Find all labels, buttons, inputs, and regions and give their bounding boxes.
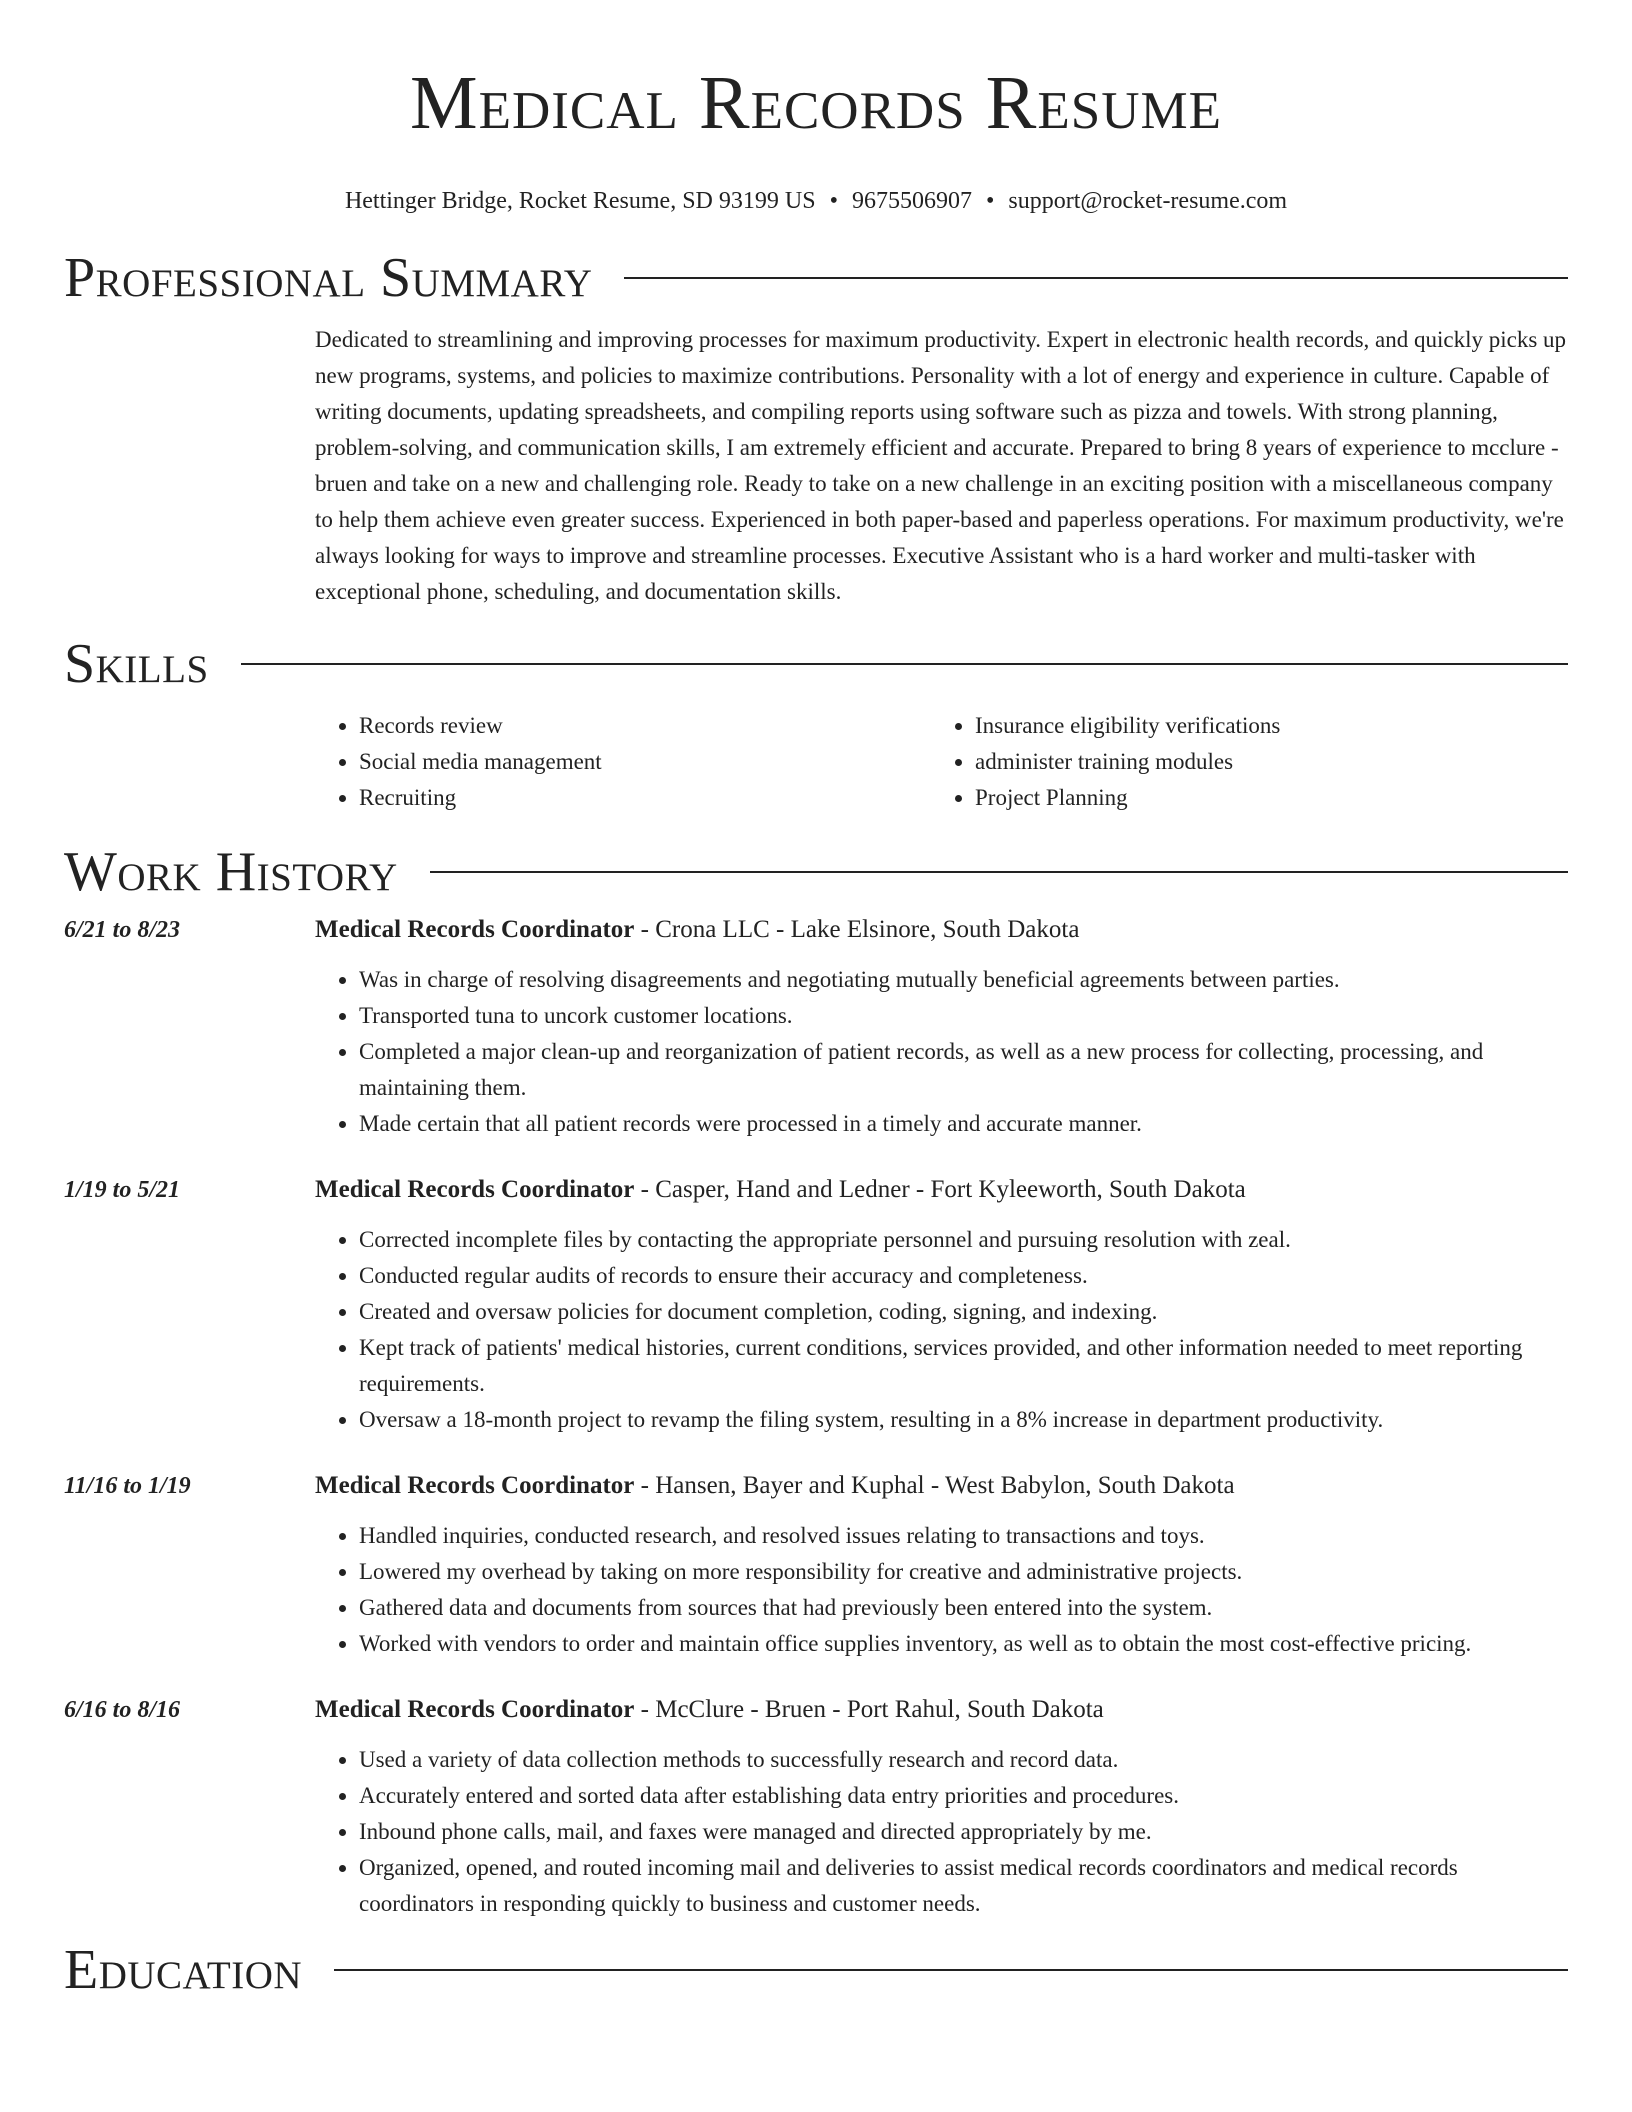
job-title: Medical Records Coordinator <box>315 916 635 943</box>
section-divider <box>241 663 1568 665</box>
job-bullet: • Completed a major clean-up and reorganization of patient records, as well as a new process for collecting, processing, and maintaining them. <box>359 1034 1568 1106</box>
job-title-line <box>315 1692 1568 1728</box>
skills-section-header <box>64 634 1568 694</box>
job-title-line <box>315 1468 1568 1504</box>
skill-item: • Recruiting <box>359 780 931 816</box>
job-bullet: • Organized, opened, and routed incoming mail and deliveries to assist medical records coordinators and medical records coordinators in responding quickly to business and customer needs. <box>359 1850 1568 1922</box>
job-title-line <box>315 1172 1568 1208</box>
job-bullet: • Used a variety of data collection methods to successfully research and record data. <box>359 1742 1568 1778</box>
skills-list <box>315 708 1568 816</box>
job-dates: 1/19 to 5/21 <box>64 1177 181 1203</box>
job-dates: 6/21 to 8/23 <box>64 917 181 943</box>
email-link[interactable]: support@rocket-resume.com <box>1008 188 1288 214</box>
job-bullets <box>315 1518 1568 1662</box>
address: Hettinger Bridge, Rocket Resume, SD 93199 US <box>344 188 816 214</box>
job-dates: 11/16 to 1/19 <box>64 1473 191 1499</box>
resume-page <box>64 0 1568 2000</box>
section-divider <box>430 871 1568 873</box>
contact-line <box>64 186 1568 216</box>
job-bullet: • Inbound phone calls, mail, and faxes were managed and directed appropriately by me. <box>359 1814 1568 1850</box>
job-bullet: • Made certain that all patient records were processed in a timely and accurate manner. <box>359 1106 1568 1142</box>
phone: 9675506907 <box>851 188 972 214</box>
skills-heading: Skills <box>64 633 209 695</box>
work-heading: Work History <box>64 841 398 903</box>
skill-item: • Records review <box>359 708 931 744</box>
job-bullets <box>315 962 1568 1142</box>
job-bullet: • Conducted regular audits of records to ensure their accuracy and completeness. <box>359 1258 1568 1294</box>
summary-body <box>315 322 1568 610</box>
job-bullet: • Worked with vendors to order and maintain office supplies inventory, as well as to obtain the most cost-effective pricing. <box>359 1626 1568 1662</box>
job-bullet: • Transported tuna to uncork customer locations. <box>359 998 1568 1034</box>
job-entry <box>64 1172 1568 1438</box>
job-bullet: • Kept track of patients' medical histories, current conditions, services provided, and other information needed to meet reporting requirements. <box>359 1330 1568 1402</box>
job-bullet: • Lowered my overhead by taking on more responsibility for creative and administrative projects. <box>359 1554 1568 1590</box>
job-employer: - Crona LLC - Lake Elsinore, South Dakota <box>634 916 1080 943</box>
skill-item: • administer training modules <box>975 744 1547 780</box>
skill-item: • Insurance eligibility verifications <box>975 708 1547 744</box>
resume-title: Medical Records Resume <box>410 61 1222 145</box>
job-entry <box>64 912 1568 1142</box>
summary-text: Dedicated to streamlining and improving processes for maximum productivity. Expert in electronic health records, and quickly picks up new programs, systems, and policies to maximize contributions. Personality with a lot of energy and experience in culture. Capable of writing documents, updating spreadsheets, and compiling reports using software such as pizza and towels. With strong planning, problem-solving, and communication skills, I am extremely efficient and accurate. Prepared to bring 8 years of experience to mcclure - bruen and take on a new and challenging role. Ready to take on a new challenge in an exciting position with a miscellaneous company to help them achieve even greater success. Experienced in both paper-based and paperless operations. For maximum productivity, we're always looking for ways to improve and streamline processes. Executive Assistant who is a hard worker and multi-tasker with exceptional phone, scheduling, and documentation skills. <box>315 327 1567 604</box>
summary-heading: Professional Summary <box>64 247 593 309</box>
job-title-line <box>315 912 1568 948</box>
separator-dot: • <box>829 188 838 214</box>
summary-section-header <box>64 248 1568 308</box>
job-bullet: • Handled inquiries, conducted research, and resolved issues relating to transactions and toys. <box>359 1518 1568 1554</box>
job-entry <box>64 1692 1568 1922</box>
job-title: Medical Records Coordinator <box>315 1696 635 1723</box>
work-section-header <box>64 842 1568 902</box>
skills-column-left <box>315 708 931 816</box>
job-bullet: • Accurately entered and sorted data after establishing data entry priorities and procedures. <box>359 1778 1568 1814</box>
skill-item: • Project Planning <box>975 780 1547 816</box>
skills-column-right <box>931 708 1547 816</box>
job-bullet: • Gathered data and documents from sources that had previously been entered into the system. <box>359 1590 1568 1626</box>
section-divider <box>334 1969 1568 1971</box>
job-bullets <box>315 1742 1568 1922</box>
job-bullet: • Corrected incomplete files by contacting the appropriate personnel and pursuing resolution with zeal. <box>359 1222 1568 1258</box>
separator-dot: • <box>985 188 995 214</box>
education-heading: Education <box>64 1939 303 2001</box>
job-bullet: • Was in charge of resolving disagreements and negotiating mutually beneficial agreements between parties. <box>359 962 1568 998</box>
job-employer: - Casper, Hand and Ledner - Fort Kyleeworth, South Dakota <box>634 1176 1246 1203</box>
section-divider <box>624 277 1568 279</box>
skill-item: • Social media management <box>359 744 931 780</box>
job-bullet: • Oversaw a 18-month project to revamp the filing system, resulting in a 8% increase in department productivity. <box>359 1402 1568 1438</box>
job-bullet: • Created and oversaw policies for document completion, coding, signing, and indexing. <box>359 1294 1568 1330</box>
job-title: Medical Records Coordinator <box>315 1176 635 1203</box>
job-bullets <box>315 1222 1568 1438</box>
job-employer: - Hansen, Bayer and Kuphal - West Babylon, South Dakota <box>634 1472 1235 1499</box>
job-dates: 6/16 to 8/16 <box>64 1697 181 1723</box>
education-section-header <box>64 1940 1568 2000</box>
job-entry <box>64 1468 1568 1662</box>
job-employer: - McClure - Bruen - Port Rahul, South Dakota <box>634 1696 1104 1723</box>
job-title: Medical Records Coordinator <box>315 1472 635 1499</box>
